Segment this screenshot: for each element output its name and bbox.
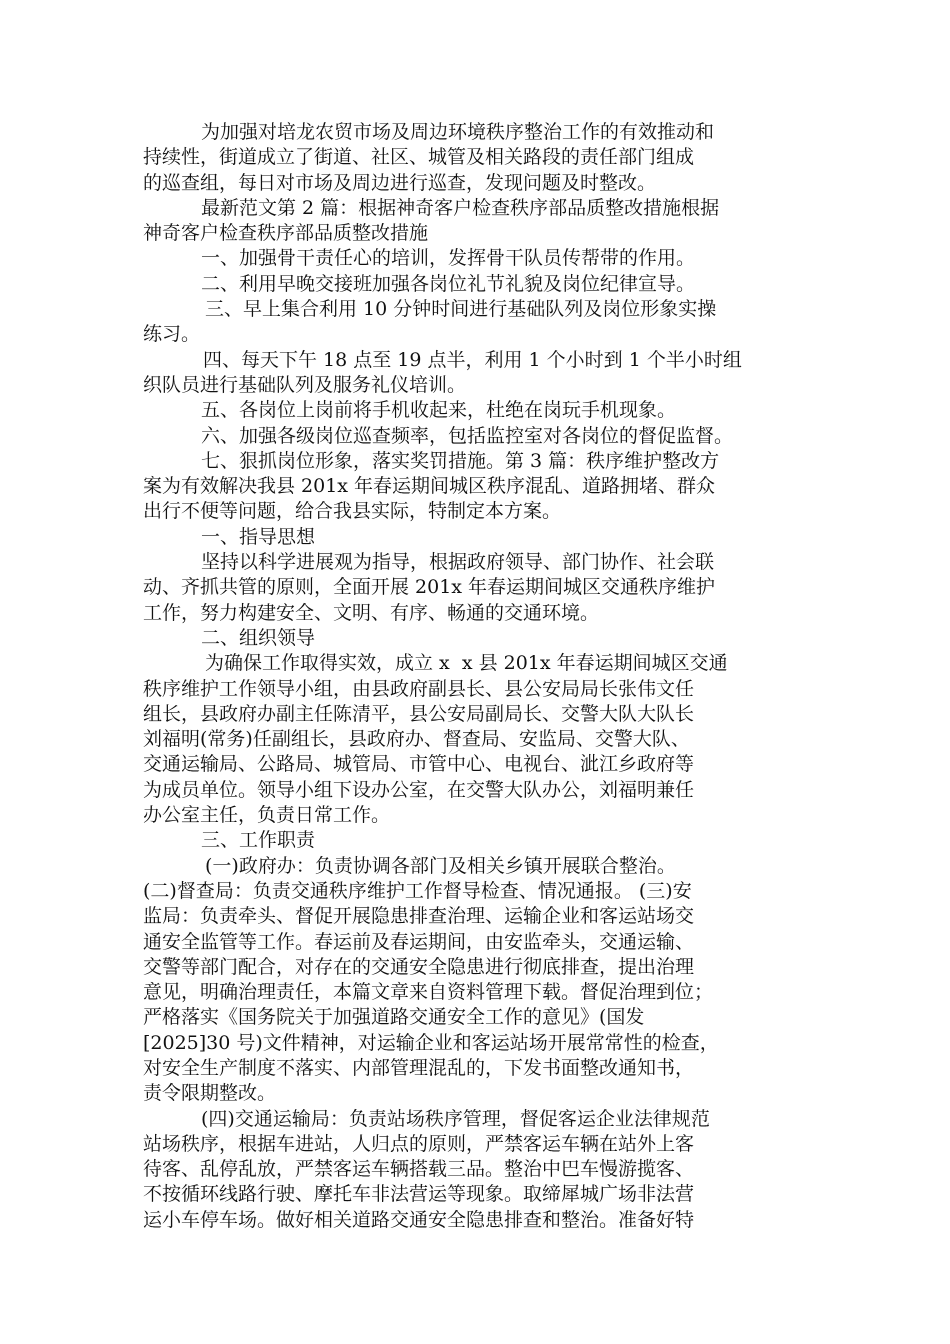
- text-line: 一、加强骨干责任心的培训，发挥骨干队员传帮带的作用。: [201, 247, 696, 270]
- text-line: 二、组织领导: [201, 626, 316, 649]
- text-line: 交通运输局、公路局、城管局、市管中心、电视台、泚江乡政府等: [143, 753, 695, 776]
- text-line: 为确保工作取得实效，成立 x x 县 201x 年春运期间城区交通: [205, 652, 728, 675]
- text-line: (一)政府办：负责协调各部门及相关乡镇开展联合整治。: [205, 854, 676, 877]
- text-line: 三、工作职责: [201, 829, 316, 852]
- text-line: 动、齐抓共管的原则，全面开展 201x 年春运期间城区交通秩序维护: [143, 576, 716, 599]
- text-line: 为加强对培龙农贸市场及周边环境秩序整治工作的有效推动和: [201, 121, 715, 143]
- text-line: 六、加强各级岗位巡查频率，包括监控室对各岗位的督促监督。: [201, 424, 734, 447]
- text-line: [2025]30 号)文件精神，对运输企业和客运站场开展常常性的检查，: [143, 1031, 719, 1054]
- text-line: (四)交通运输局：负责站场秩序管理，督促客运企业法律规范: [201, 1107, 710, 1130]
- text-line: 神奇客户检查秩序部品质整改措施: [143, 222, 429, 245]
- text-line: 五、各岗位上岗前将手机收起来，杜绝在岗玩手机现象。: [201, 399, 677, 422]
- text-line: 监局：负责牵头、督促开展隐患排查治理、运输企业和客运站场交: [143, 905, 695, 928]
- text-line: 待客、乱停乱放，严禁客运车辆搭载三品。整治中巴车慢游揽客、: [143, 1158, 695, 1181]
- text-line: 组长，县政府办副主任陈清平，县公安局副局长、交警大队大队长: [143, 702, 695, 725]
- text-line: 不按循环线路行驶、摩托车非法营运等现象。取缔犀城广场非法营: [143, 1183, 695, 1206]
- text-line: 为成员单位。领导小组下设办公室，在交警大队办公，刘福明兼任: [143, 778, 695, 801]
- text-line: 案为有效解决我县 201x 年春运期间城区秩序混乱、道路拥堵、群众: [143, 475, 716, 498]
- text-line: 责令限期整改。: [143, 1082, 277, 1105]
- text-line: 织队员进行基础队列及服务礼仪培训。: [143, 373, 467, 396]
- text-line: 办公室主任，负责日常工作。: [143, 804, 391, 827]
- text-line: 持续性，街道成立了街道、社区、城管及相关路段的责任部门组成: [143, 146, 695, 169]
- text-line: 七、狠抓岗位形象，落实奖罚措施。第 3 篇：秩序维护整改方: [201, 449, 720, 472]
- text-line: 的巡查组，每日对市场及周边进行巡查，发现问题及时整改。: [143, 171, 657, 194]
- text-line: 刘福明(常务)任副组长，县政府办、督查局、安监局、交警大队、: [143, 728, 690, 751]
- text-line: 交警等部门配合，对存在的交通安全隐患进行彻底排查，提出治理: [143, 955, 695, 978]
- text-line: 一、指导思想: [201, 525, 316, 548]
- text-line: 出行不便等问题，给合我县实际，特制定本方案。: [143, 500, 562, 523]
- text-line: (二)督查局：负责交通秩序维护工作督导检查、情况通报。 (三)安: [143, 879, 692, 902]
- text-line: 二、利用早晚交接班加强各岗位礼节礼貌及岗位纪律宣导。: [201, 272, 696, 295]
- text-line: 练习。: [143, 323, 201, 346]
- text-line: 严格落实《国务院关于加强道路交通安全工作的意见》(国发: [143, 1006, 645, 1029]
- text-line: 运小车停车场。做好相关道路交通安全隐患排查和整治。准备好特: [143, 1208, 695, 1231]
- text-line: 秩序维护工作领导小组，由县政府副县长、县公安局局长张伟文任: [143, 677, 695, 700]
- text-line: 通安全监管等工作。春运前及春运期间，由安监牵头，交通运输、: [143, 930, 695, 953]
- text-line: 工作，努力构建安全、文明、有序、畅通的交通环境。: [143, 601, 600, 624]
- text-line: 站场秩序，根据车进站，人归点的原则，严禁客运车辆在站外上客: [143, 1132, 695, 1155]
- text-line: 四、每天下午 18 点至 19 点半，利用 1 个小时到 1 个半小时组: [203, 348, 742, 371]
- document-page: [143, 120, 813, 1233]
- text-line: 坚持以科学进展观为指导，根据政府领导、部门协作、社会联: [201, 551, 715, 574]
- text-line: 意见，明确治理责任，本篇文章来自资料管理下载。督促治理到位；: [143, 981, 714, 1004]
- text-line: 最新范文第 2 篇：根据神奇客户检查秩序部品质整改措施根据: [201, 196, 720, 219]
- text-line: 三、早上集合利用 10 分钟时间进行基础队列及岗位形象实操: [205, 298, 717, 321]
- text-line: 对安全生产制度不落实、内部管理混乱的，下发书面整改通知书，: [143, 1056, 695, 1079]
